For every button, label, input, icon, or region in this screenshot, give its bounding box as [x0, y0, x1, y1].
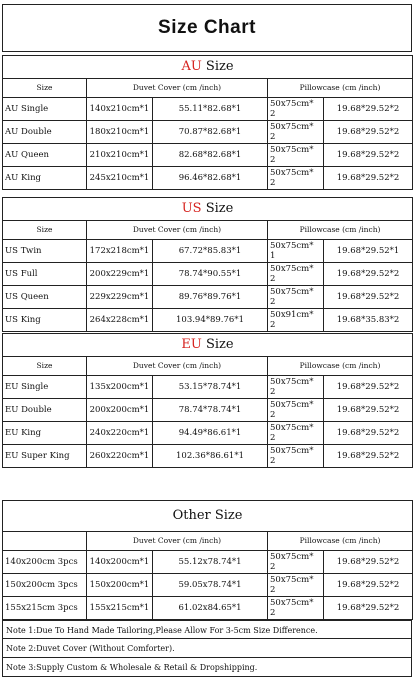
other-size-table: [2, 500, 412, 620]
us-section-title: US Size: [3, 198, 413, 221]
note-2: Note 2:Duvet Cover (Without Comforter).: [2, 639, 412, 658]
other-column-headers: Duvet Cover (cm /inch) Pillowcase (cm /inch): [3, 532, 413, 551]
table-row: AU Single 140x210cm*1 55.11*82.68*1 50x75cm* 2 19.68*29.52*2: [3, 98, 413, 121]
table-row: US Queen 229x229cm*1 89.76*89.76*1 50x75cm* 2 19.68*29.52*2: [3, 286, 413, 309]
table-row: AU Queen 210x210cm*1 82.68*82.68*1 50x75cm* 2 19.68*29.52*2: [3, 144, 413, 167]
eu-size-table: [2, 333, 412, 468]
page-title: Size Chart: [2, 4, 412, 52]
table-row: 150x200cm 3pcs 150x200cm*1 59.05x78.74*1 50x75cm* 2 19.68*29.52*2: [3, 574, 413, 597]
note-3: Note 3:Supply Custom & Wholesale & Retail & Dropshipping.: [2, 658, 412, 677]
table-row: AU King 245x210cm*1 96.46*82.68*1 50x75cm* 2 19.68*29.52*2: [3, 167, 413, 190]
table-row: EU Double 200x200cm*1 78.74*78.74*1 50x75cm* 2 19.68*29.52*2: [3, 399, 413, 422]
us-column-headers: Size Duvet Cover (cm /inch) Pillowcase (cm /inch): [3, 221, 413, 240]
table-row: AU Double 180x210cm*1 70.87*82.68*1 50x75cm* 2 19.68*29.52*2: [3, 121, 413, 144]
table-row: US Full 200x229cm*1 78.74*90.55*1 50x75cm* 2 19.68*29.52*2: [3, 263, 413, 286]
table-row: EU King 240x220cm*1 94.49*86.61*1 50x75cm* 2 19.68*29.52*2: [3, 422, 413, 445]
table-row: EU Super King 260x220cm*1 102.36*86.61*1 50x75cm* 2 19.68*29.52*2: [3, 445, 413, 468]
au-size-table: [2, 55, 412, 190]
table-row: US Twin 172x218cm*1 67.72*85.83*1 50x75cm* 1 19.68*29.52*1: [3, 240, 413, 263]
us-size-table: [2, 197, 412, 332]
au-section-title: AU Size: [3, 56, 413, 79]
eu-column-headers: Size Duvet Cover (cm /inch) Pillowcase (cm /inch): [3, 357, 413, 376]
table-row: 155x215cm 3pcs 155x215cm*1 61.02x84.65*1 50x75cm* 2 19.68*29.52*2: [3, 597, 413, 620]
eu-section-title: EU Size: [3, 334, 413, 357]
table-row: US King 264x228cm*1 103.94*89.76*1 50x91cm* 2 19.68*35.83*2: [3, 309, 413, 332]
au-column-headers: Size Duvet Cover (cm /inch) Pillowcase (cm /inch): [3, 79, 413, 98]
table-row: EU Single 135x200cm*1 53.15*78.74*1 50x75cm* 2 19.68*29.52*2: [3, 376, 413, 399]
notes: [2, 620, 412, 677]
table-row: 140x200cm 3pcs 140x200cm*1 55.12x78.74*1 50x75cm* 2 19.68*29.52*2: [3, 551, 413, 574]
note-1: Note 1:Due To Hand Made Tailoring,Please Allow For 3-5cm Size Difference.: [2, 620, 412, 639]
other-section-title: Other Size: [3, 501, 413, 532]
